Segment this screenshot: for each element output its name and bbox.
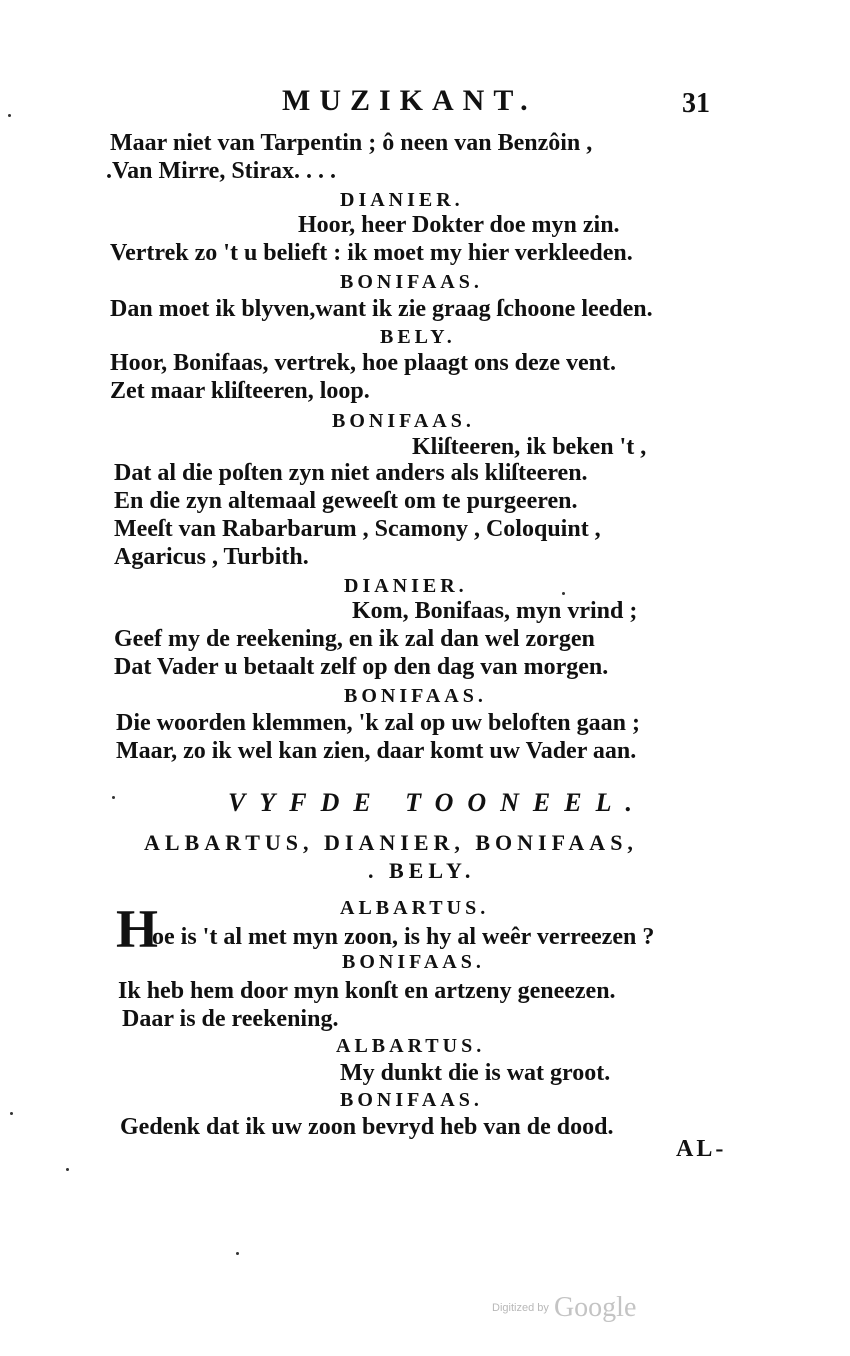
verse-line: Maar niet van Tarpentin ; ô neen van Benzôin , [110,130,593,156]
verse-line: Daar is de reekening. [122,1006,339,1032]
drop-cap: H [116,899,159,959]
verse-line: Kliſteeren, ik beken 't , [412,434,647,460]
speaker-name: BELY. [380,326,456,348]
verse-line: Hoor, heer Dokter doe myn zin. [298,212,620,238]
verse-line: Agaricus , Turbith. [114,544,309,570]
cast-list: ALBARTUS, DIANIER, BONIFAAS, [144,830,638,855]
speaker-name: BONIFAAS. [342,951,485,973]
verse-line: My dunkt die is wat groot. [340,1060,611,1086]
ink-speck [112,796,115,799]
verse-line: Hoor, Bonifaas, vertrek, hoe plaagt ons deze vent. [110,350,616,376]
ink-speck [66,1168,69,1171]
google-logo: Google [553,1292,637,1323]
verse-line: Dan moet ik blyven,want ik zie graag ſchoone leeden. [110,296,653,322]
verse-line: Ik heb hem door myn konſt en artzeny geneezen. [118,978,616,1004]
speaker-name: DIANIER. [344,575,468,597]
page-number: 31 [682,88,710,119]
running-head: MUZIKANT. [282,84,537,117]
verse-line: Kom, Bonifaas, myn vrind ; [352,598,638,624]
verse-line: Dat Vader u betaalt zelf op den dag van morgen. [114,654,609,680]
verse-line: Die woorden klemmen, 'k zal op uw beloften gaan ; [116,710,640,736]
verse-line: oe is 't al met myn zoon, is hy al weêr verreezen ? [152,924,655,950]
verse-line: Gedenk dat ik uw zoon bevryd heb van de dood. [120,1114,614,1140]
verse-line: Geef my de reekening, en ik zal dan wel zorgen [114,626,595,652]
speaker-name: BONIFAAS. [332,410,475,432]
speaker-name: BONIFAAS. [340,1089,483,1111]
verse-line: Maar, zo ik wel kan zien, daar komt uw Vader aan. [116,738,637,764]
speaker-name: BONIFAAS. [340,271,483,293]
ink-speck [10,1112,13,1115]
verse-line: En die zyn altemaal geweeſt om te purgeeren. [114,488,578,514]
catchword: AL- [676,1136,727,1162]
verse-line: Vertrek zo 't u belieft : ik moet my hier verkleeden. [110,240,633,266]
ink-speck [8,114,11,117]
verse-line: Meeſt van Rabarbarum , Scamony , Coloquint , [114,516,601,542]
speaker-name: ALBARTUS. [340,897,490,919]
verse-line: .Van Mirre, Stirax. . . . [106,158,336,184]
ink-speck [236,1252,239,1255]
verse-line: Dat al die poſten zyn niet anders als kliſteeren. [114,460,588,486]
cast-list-continued: . BELY. [368,858,476,883]
speaker-name: ALBARTUS. [336,1035,486,1057]
page-header [0,84,850,124]
ink-speck [562,592,565,595]
speaker-name: DIANIER. [340,189,464,211]
speaker-name: BONIFAAS. [344,685,487,707]
digitized-watermark [492,1292,636,1324]
scene-title: VYFDE TOONEEL. [228,788,646,817]
watermark-prefix: Digitized by [492,1302,549,1314]
verse-line: Zet maar kliſteeren, loop. [110,378,370,404]
